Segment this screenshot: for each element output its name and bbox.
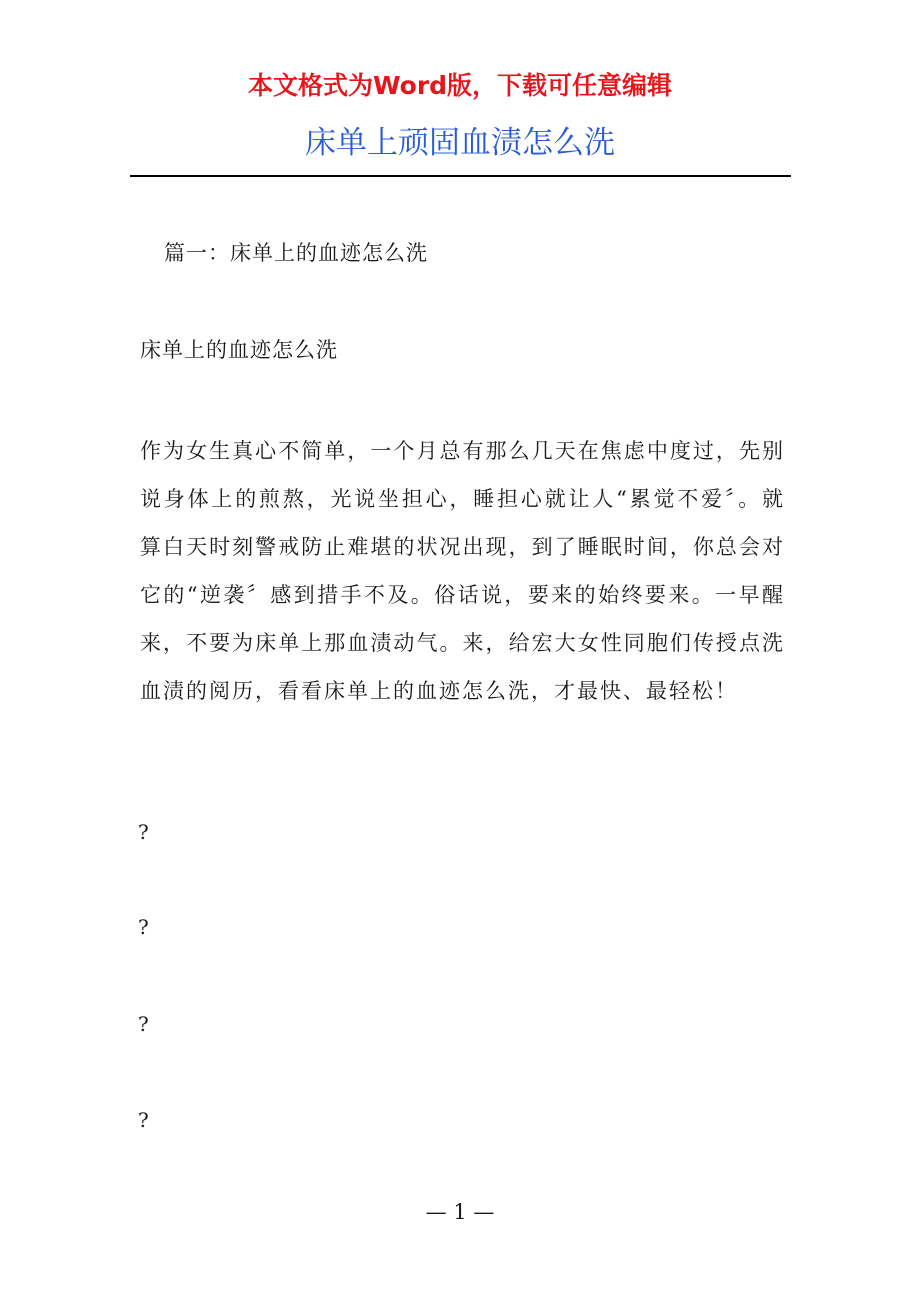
missing-image-glyph: ? xyxy=(138,1108,149,1132)
missing-image-glyph: ? xyxy=(138,915,149,939)
missing-image-glyph: ? xyxy=(138,1012,149,1036)
document-title: 床单上顽固血渍怎么洗 xyxy=(305,125,615,161)
page-number: — 1 — xyxy=(425,1200,495,1224)
section-heading: 篇一：床单上的血迹怎么洗 xyxy=(164,241,428,265)
missing-image-glyph: ? xyxy=(138,820,149,844)
title-divider xyxy=(130,175,791,177)
format-notice: 本文格式为Word版，下载可任意编辑 xyxy=(247,71,673,100)
body-paragraph: 作为女生真心不简单，一个月总有那么几天在焦虑中度过，先别说身体上的煎熬，光说坐担心，睡担心就让人“累觉不爱〞。就算白天时刻警戒防止难堪的状况出现，到了睡眠时间，你总会对它的“逆袭〞感到措手不及。俗话说，要来的始终要来。一早醒来，不要为床单上那血渍动气。来，给宏大女性同胞们传授点洗血渍的阅历，看看床单上的血迹怎么洗，才最快、最轻松！ xyxy=(140,439,785,703)
article-subheading: 床单上的血迹怎么洗 xyxy=(140,338,338,362)
